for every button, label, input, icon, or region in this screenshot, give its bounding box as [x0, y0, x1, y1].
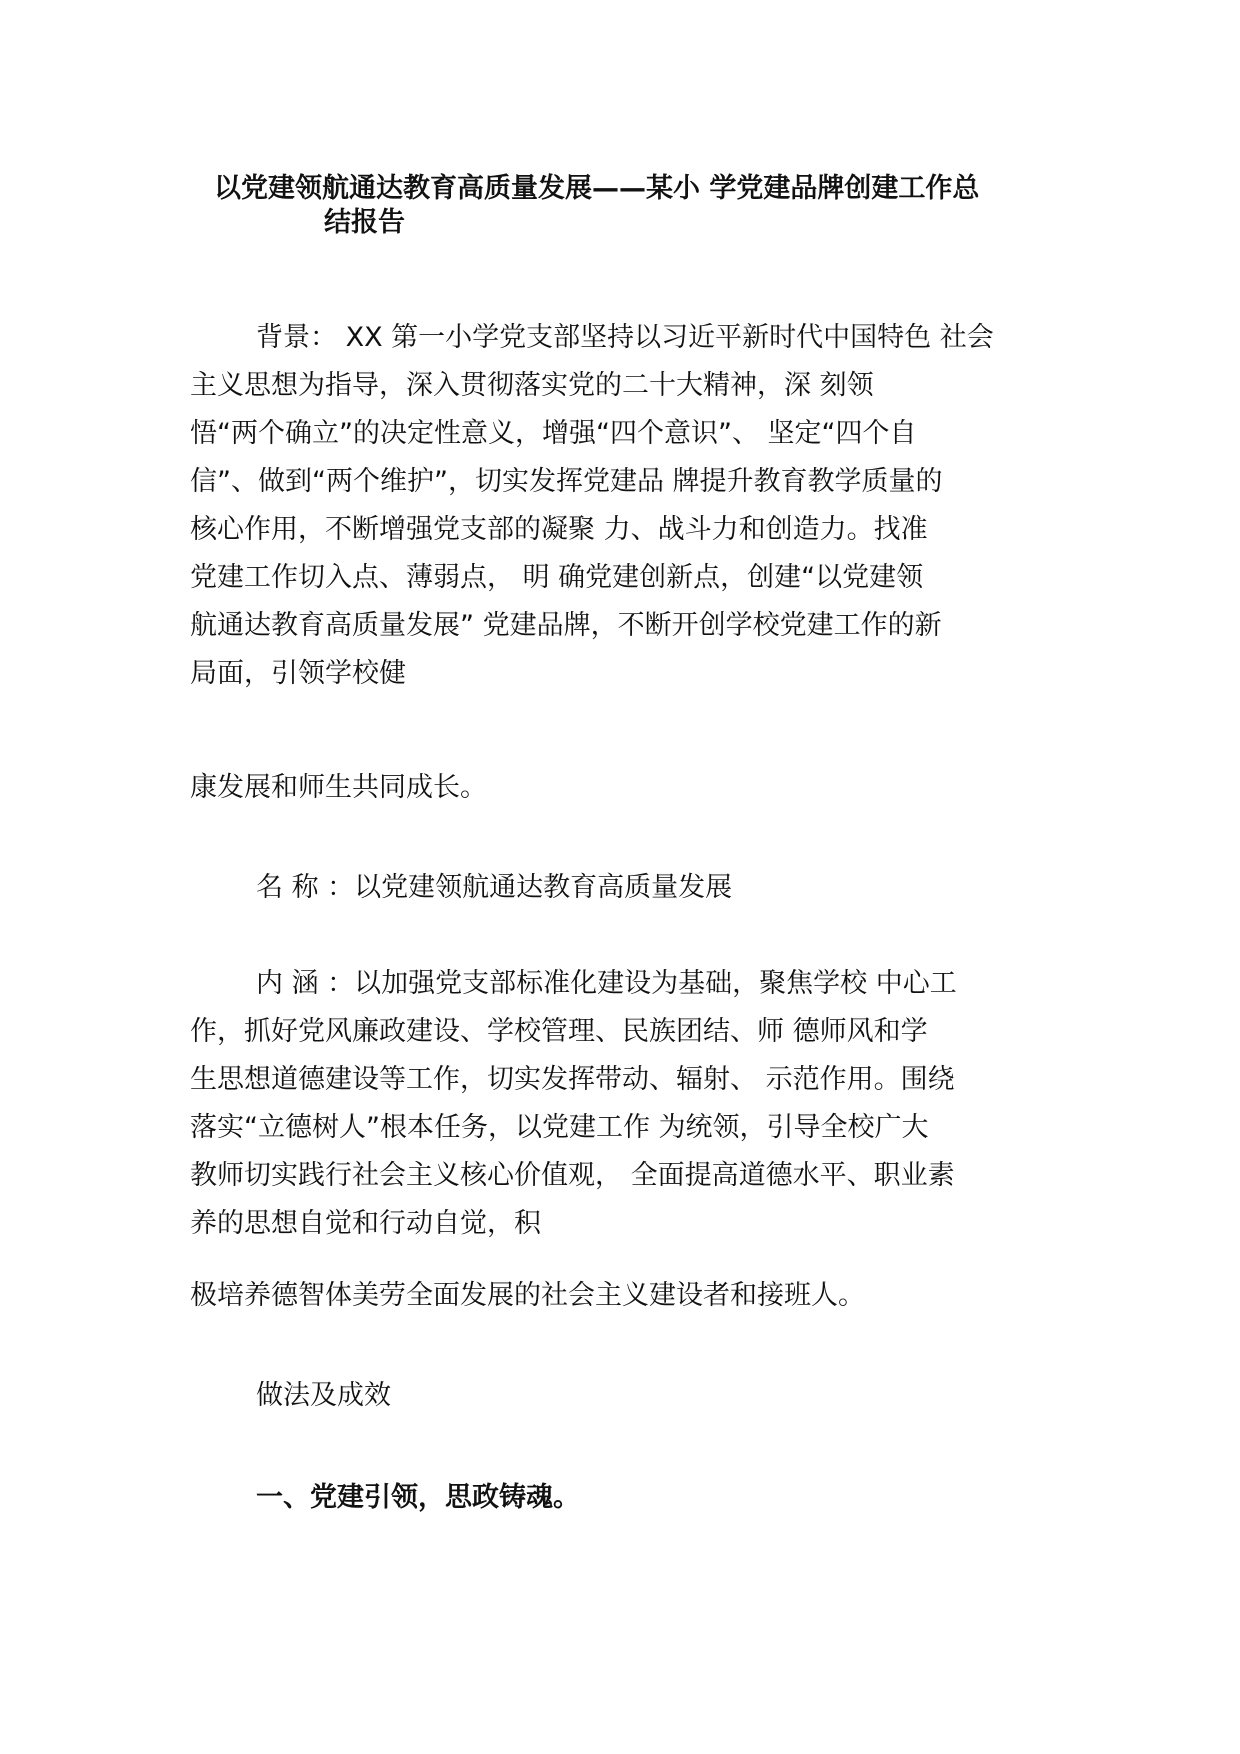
background-tail-line: 康发展和师生共同成长。 — [190, 772, 487, 803]
background-line: 背景： XX 第一小学党支部坚持以习近平新时代中国特色 社会 — [256, 322, 994, 353]
connotation-line: 养的思想自觉和行动自觉，积 — [190, 1208, 541, 1239]
background-line: 悟“两个确立”的决定性意义，增强“四个意识”、 坚定“四个自 — [190, 418, 917, 449]
connotation-line: 教师切实践行社会主义核心价值观， 全面提高道德水平、职业素 — [190, 1160, 955, 1191]
connotation-line: 生思想道德建设等工作，切实发挥带动、辐射、 示范作用。围绕 — [190, 1064, 955, 1095]
background-paragraph-tail — [190, 764, 1070, 812]
section-one-heading — [190, 1474, 1070, 1522]
connotation-line: 落实“立德树人”根本任务，以党建工作 为统领，引导全校广大 — [190, 1112, 929, 1143]
background-line: 局面，引领学校健 — [190, 658, 406, 689]
background-line: 党建工作切入点、薄弱点， 明 确党建创新点，创建“以党建领 — [190, 562, 924, 593]
document-title — [214, 172, 1034, 240]
connotation-line: 作，抓好党风廉政建设、学校管理、民族团结、师 德师风和学 — [190, 1016, 928, 1047]
name-line: 名 称 ：以党建领航通达教育高质量发展 — [256, 872, 733, 903]
title-line-1: 以党建领航通达教育高质量发展——某小 学党建品牌创建工作总 — [214, 173, 980, 204]
background-paragraph — [190, 314, 1070, 698]
connotation-paragraph — [190, 960, 1070, 1248]
background-line: 主义思想为指导，深入贯彻落实党的二十大精神，深 刻领 — [190, 370, 874, 401]
practice-heading-text: 做法及成效 — [256, 1380, 391, 1411]
name-paragraph — [190, 864, 1070, 912]
background-line: 航通达教育高质量发展” 党建品牌，不断开创学校党建工作的新 — [190, 610, 942, 641]
section-one-heading-text: 一、党建引领，思政铸魂。 — [256, 1482, 580, 1513]
background-line: 信”、做到“两个维护”，切实发挥党建品 牌提升教育教学质量的 — [190, 466, 943, 497]
background-line: 核心作用，不断增强党支部的凝聚 力、战斗力和创造力。找准 — [190, 514, 928, 545]
connotation-line: 内 涵 ：以加强党支部标准化建设为基础，聚焦学校 中心工 — [256, 968, 957, 999]
connotation-paragraph-tail — [190, 1272, 1070, 1320]
title-line-2: 结报告 — [324, 207, 405, 238]
practice-heading — [190, 1372, 1070, 1420]
connotation-tail-line: 极培养德智体美劳全面发展的社会主义建设者和接班人。 — [190, 1280, 865, 1311]
